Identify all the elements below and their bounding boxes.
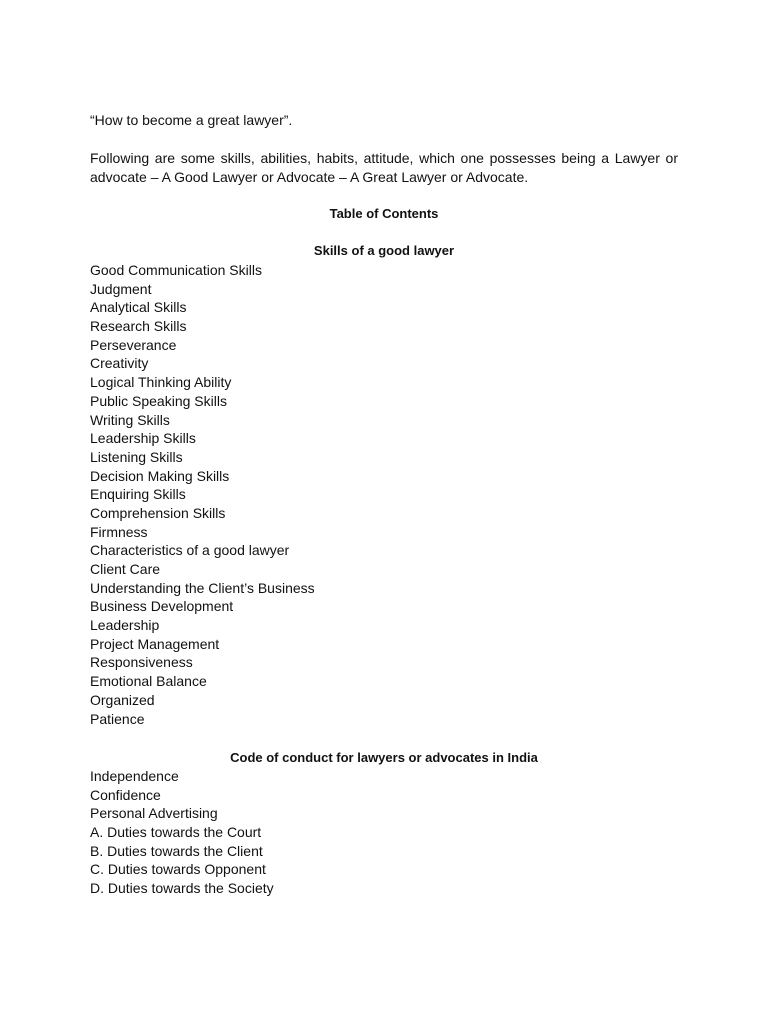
list-item: Listening Skills: [90, 448, 183, 465]
list-item: Client Care: [90, 561, 161, 577]
list-item: Logical Thinking Ability: [90, 374, 232, 391]
list-item: Organized: [90, 691, 155, 708]
list-item: D. Duties towards the Society: [90, 880, 274, 897]
list-item: Perseverance: [90, 336, 177, 353]
list-item: Good Communication Skills: [90, 262, 262, 278]
list-item: B. Duties towards the Client: [90, 842, 263, 859]
list-item: Confidence: [90, 786, 161, 803]
list-item: Project Management: [90, 635, 220, 652]
intro-paragraph: Following are some skills, abilities, habits, attitude, which one possesses being a Lawyer or advocate – A Good Lawyer or Advocate – A Great Lawyer or Advocate.: [90, 150, 678, 185]
list-item: Emotional Balance: [90, 673, 207, 690]
list-item: Enquiring Skills: [90, 486, 186, 503]
conduct-list: [90, 767, 274, 898]
list-item: Responsiveness: [90, 654, 193, 671]
list-item: Understanding the Client’s Business: [90, 579, 315, 596]
list-item: Independence: [90, 768, 179, 784]
list-item: Creativity: [90, 355, 149, 372]
list-item: Decision Making Skills: [90, 467, 230, 484]
document-title-line: “How to become a great lawyer”.: [90, 112, 293, 128]
skills-heading: Skills of a good lawyer: [313, 243, 455, 258]
list-item: Research Skills: [90, 318, 187, 335]
list-item: Personal Advertising: [90, 805, 218, 822]
list-item: Comprehension Skills: [90, 504, 226, 521]
list-item: Public Speaking Skills: [90, 392, 227, 409]
list-item: Characteristics of a good lawyer: [90, 542, 290, 559]
list-item: Analytical Skills: [90, 299, 187, 316]
list-item: Patience: [90, 710, 145, 727]
list-item: Judgment: [90, 280, 152, 297]
conduct-heading: Code of conduct for lawyers or advocates in India: [230, 750, 538, 765]
list-item: Writing Skills: [90, 411, 170, 428]
list-item: Firmness: [90, 523, 148, 540]
list-item: C. Duties towards Opponent: [90, 861, 266, 878]
skills-list: [90, 261, 315, 728]
list-item: Leadership Skills: [90, 430, 196, 447]
toc-heading: Table of Contents: [329, 206, 439, 221]
list-item: Business Development: [90, 598, 234, 615]
list-item: Leadership: [90, 617, 160, 634]
list-item: A. Duties towards the Court: [90, 824, 262, 841]
